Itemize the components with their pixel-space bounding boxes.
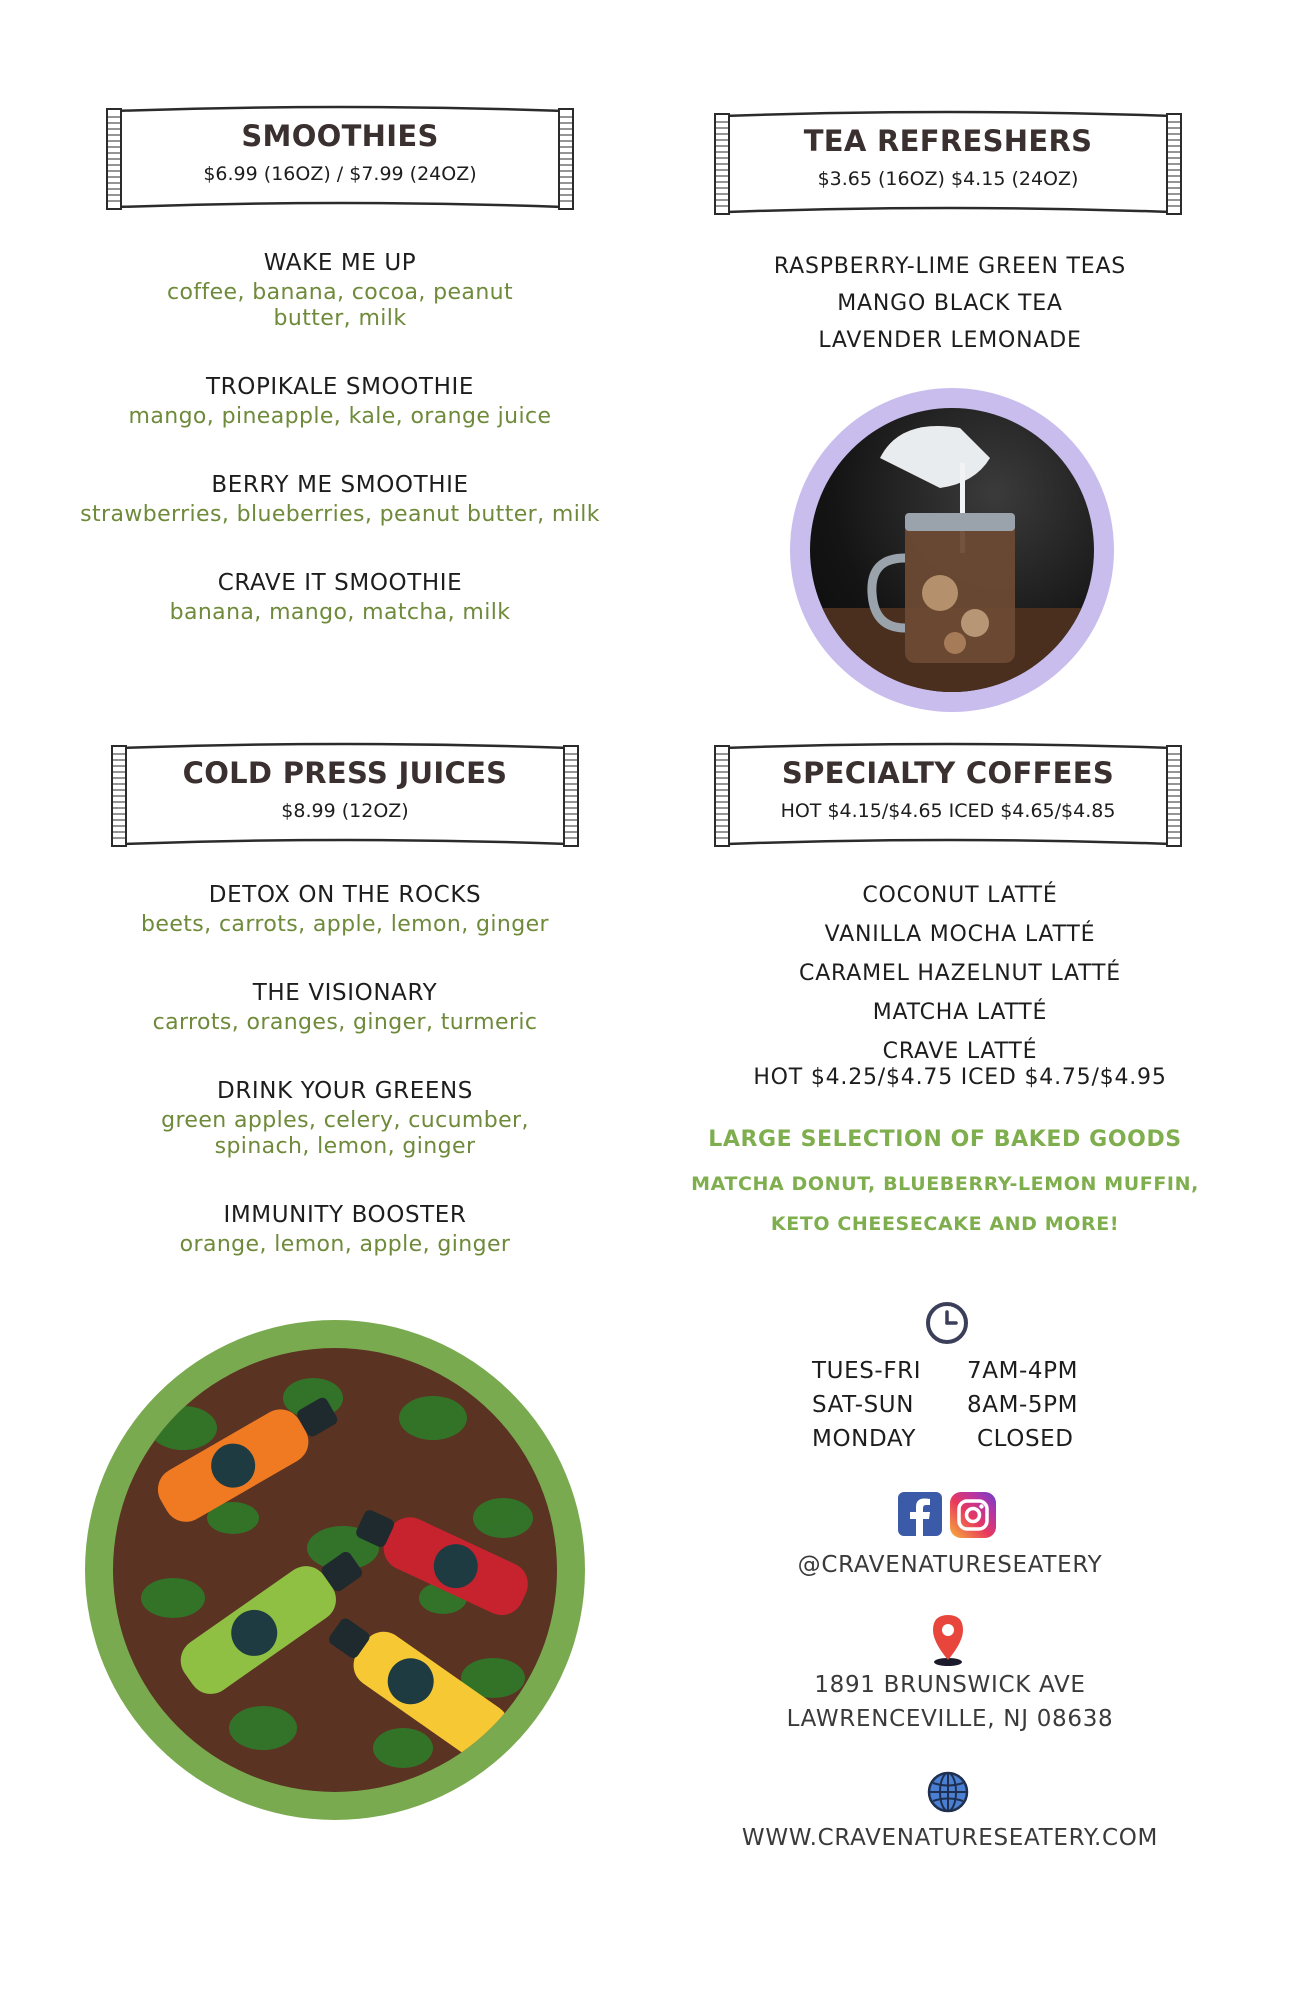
juices-price: $8.99 (12OZ) [281,800,409,822]
juice-bottles-illustration [113,1348,557,1792]
iced-coffee-photo [790,388,1114,712]
facebook-icon[interactable] [898,1492,942,1536]
list-item: MATCHA LATTÉ [872,1000,1048,1025]
location-pin-icon [928,1612,968,1668]
website-link[interactable]: WWW.CRAVENATURESEATERY.COM [741,1825,1159,1851]
smoothies-title: SMOOTHIES [241,119,439,153]
list-item [95,880,595,938]
social-handle[interactable]: @CRAVENATURESEATERY [797,1552,1103,1578]
clock-icon [924,1300,970,1346]
list-item: VANILLA MOCHA LATTÉ [824,922,1096,947]
item-description: coffee, banana, cocoa, peanut butter, milk [166,280,514,331]
list-item: CARAMEL HAZELNUT LATTÉ [799,961,1121,986]
hours-days: SAT-SUN [812,1392,915,1418]
item-description: orange, lemon, apple, ginger [179,1232,511,1257]
coffees-price: HOT $4.15/$4.65 ICED $4.65/$4.85 [780,800,1116,822]
item-name: BERRY ME SMOOTHIE [211,472,469,498]
item-name: TROPIKALE SMOOTHIE [206,374,474,400]
juices-banner [110,740,580,850]
address-line-1: 1891 BRUNSWICK AVE [814,1672,1086,1698]
list-item: MANGO BLACK TEA [837,291,1063,316]
tea-price: $3.65 (16OZ) $4.15 (24OZ) [817,168,1079,190]
item-description: carrots, oranges, ginger, turmeric [152,1010,538,1035]
smoothies-list [55,248,625,626]
tea-banner [713,108,1183,218]
smoothies-banner [105,103,575,213]
list-item: LAVENDER LEMONADE [818,328,1082,353]
juices-list [95,880,595,1258]
item-name: THE VISIONARY [252,980,438,1006]
coffees-title: SPECIALTY COFFEES [781,756,1115,790]
hours-table [812,1358,1112,1460]
item-description: green apples, celery, cucumber, spinach, lemon, ginger [161,1108,529,1159]
hours-time: 7AM-4PM [967,1358,1079,1384]
item-name: WAKE ME UP [263,250,417,276]
item-name: DRINK YOUR GREENS [217,1078,473,1104]
list-item [95,1200,595,1258]
tea-title: TEA REFRESHERS [803,124,1093,158]
item-description: strawberries, blueberries, peanut butter, milk [80,502,600,527]
list-item: RASPBERRY-LIME GREEN TEAS [773,254,1127,279]
baked-goods-line-2: KETO CHEESECAKE AND MORE! [770,1213,1120,1235]
item-name: CRAVE IT SMOOTHIE [217,570,463,596]
iced-coffee-illustration [810,408,1094,692]
hours-row [812,1392,1112,1426]
list-item [55,568,625,626]
list-item [55,372,625,430]
crave-latte-price: HOT $4.25/$4.75 ICED $4.75/$4.95 [753,1065,1167,1090]
juice-bottles-photo [85,1320,585,1820]
juices-title: COLD PRESS JUICES [182,756,508,790]
coffees-banner [713,740,1183,850]
list-item [55,470,625,528]
hours-row [812,1426,1112,1460]
item-description: mango, pineapple, kale, orange juice [128,404,552,429]
hours-days: TUES-FRI [812,1358,922,1384]
item-name: DETOX ON THE ROCKS [208,882,482,908]
hours-row [812,1358,1112,1392]
hours-days: MONDAY [812,1426,917,1452]
list-item [95,1076,595,1160]
item-description: beets, carrots, apple, lemon, ginger [141,912,549,937]
juice-bottles-photo-inner [113,1348,557,1792]
list-item [95,978,595,1036]
baked-goods-headline: LARGE SELECTION OF BAKED GOODS [708,1127,1182,1152]
address-line-2: LAWRENCEVILLE, NJ 08638 [786,1706,1114,1732]
list-item [55,248,625,332]
iced-coffee-photo-inner [810,408,1094,692]
list-item: COCONUT LATTÉ [862,883,1058,908]
coffees-list [700,876,1220,1091]
smoothies-price: $6.99 (16OZ) / $7.99 (24OZ) [203,163,477,185]
instagram-icon[interactable] [950,1492,996,1538]
hours-time: CLOSED [977,1426,1074,1452]
list-item: CRAVE LATTÉ [882,1039,1038,1064]
globe-icon [926,1770,970,1814]
baked-goods-line-1: MATCHA DONUT, BLUEBERRY-LEMON MUFFIN, [691,1173,1199,1195]
hours-time: 8AM-5PM [967,1392,1079,1418]
item-name: IMMUNITY BOOSTER [223,1202,467,1228]
item-description: banana, mango, matcha, milk [169,600,511,625]
tea-list [700,248,1200,359]
